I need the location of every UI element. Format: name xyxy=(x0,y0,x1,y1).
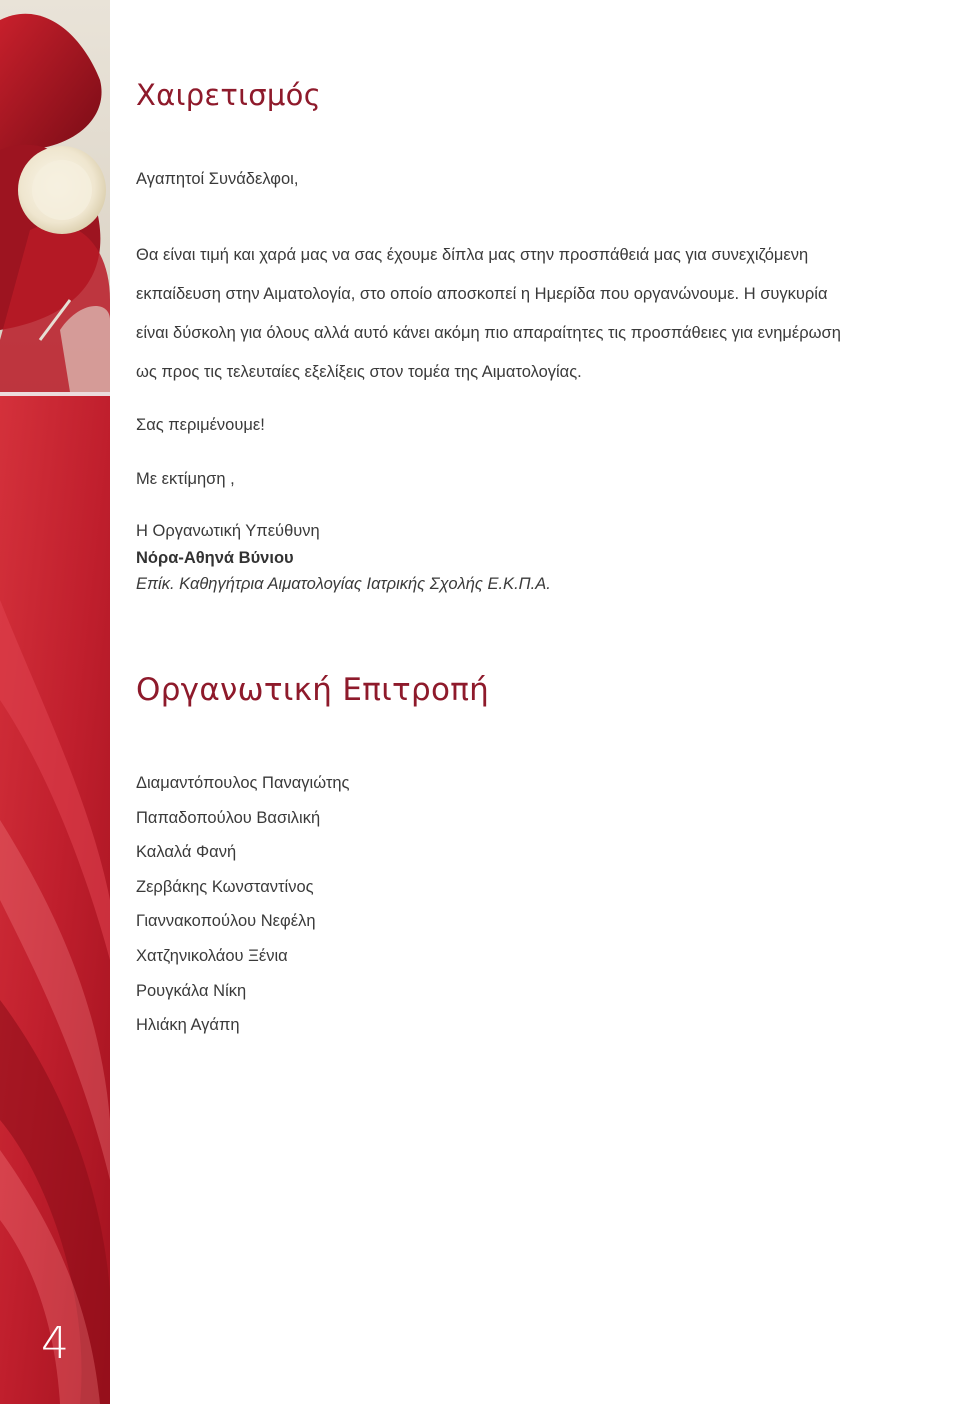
decorative-sidebar xyxy=(0,0,110,1404)
regards-line: Με εκτίμηση , xyxy=(136,470,235,488)
committee-member: Ρουγκάλα Νίκη xyxy=(136,982,247,1000)
closing-line: Σας περιμένουμε! xyxy=(136,416,265,434)
committee-member: Ζερβάκης Κωνσταντίνος xyxy=(136,878,314,896)
signer-name: Νόρα-Αθηνά Βύνιου xyxy=(136,549,294,567)
page-number: 4 xyxy=(41,1318,69,1369)
signer-role: Η Οργανωτική Υπεύθυνη xyxy=(136,522,320,540)
salutation: Αγαπητοί Συνάδελφοι, xyxy=(136,170,299,188)
signer-title: Επίκ. Καθηγήτρια Αιματολογίας Ιατρικής Σχολής Ε.Κ.Π.Α. xyxy=(136,575,551,593)
committee-member: Γιαννακοπούλου Νεφέλη xyxy=(136,912,316,930)
committee-member: Ηλιάκη Αγάπη xyxy=(136,1016,240,1034)
committee-member: Παπαδοπούλου Βασιλική xyxy=(136,809,321,827)
greeting-title: Χαιρετισμός xyxy=(136,78,322,112)
committee-member: Διαμαντόπουλος Παναγιώτης xyxy=(136,774,350,792)
greeting-body: Θα είναι τιμή και χαρά μας να σας έχουμε δίπλα μας στην προσπάθειά μας για συνεχιζόμενη εκπαίδευση στην Αιματολογία, στο οποίο αποσκοπεί η Ημερίδα που οργανώνουμε. Η συγκυρία είναι δύσκολη για όλους αλλά αυτό κάνει ακόμη πιο απαραίτητες τις προσπάθειες για ενημέρωση ως προς τις τελευταίες εξελίξεις στον τομέα της Αιματολογίας. xyxy=(136,246,841,381)
committee-title: Οργανωτική Επιτροπή xyxy=(136,672,490,708)
flower-image xyxy=(0,0,110,1404)
committee-member: Χατζηνικολάου Ξένια xyxy=(136,947,288,965)
committee-member: Καλαλά Φανή xyxy=(136,843,237,861)
